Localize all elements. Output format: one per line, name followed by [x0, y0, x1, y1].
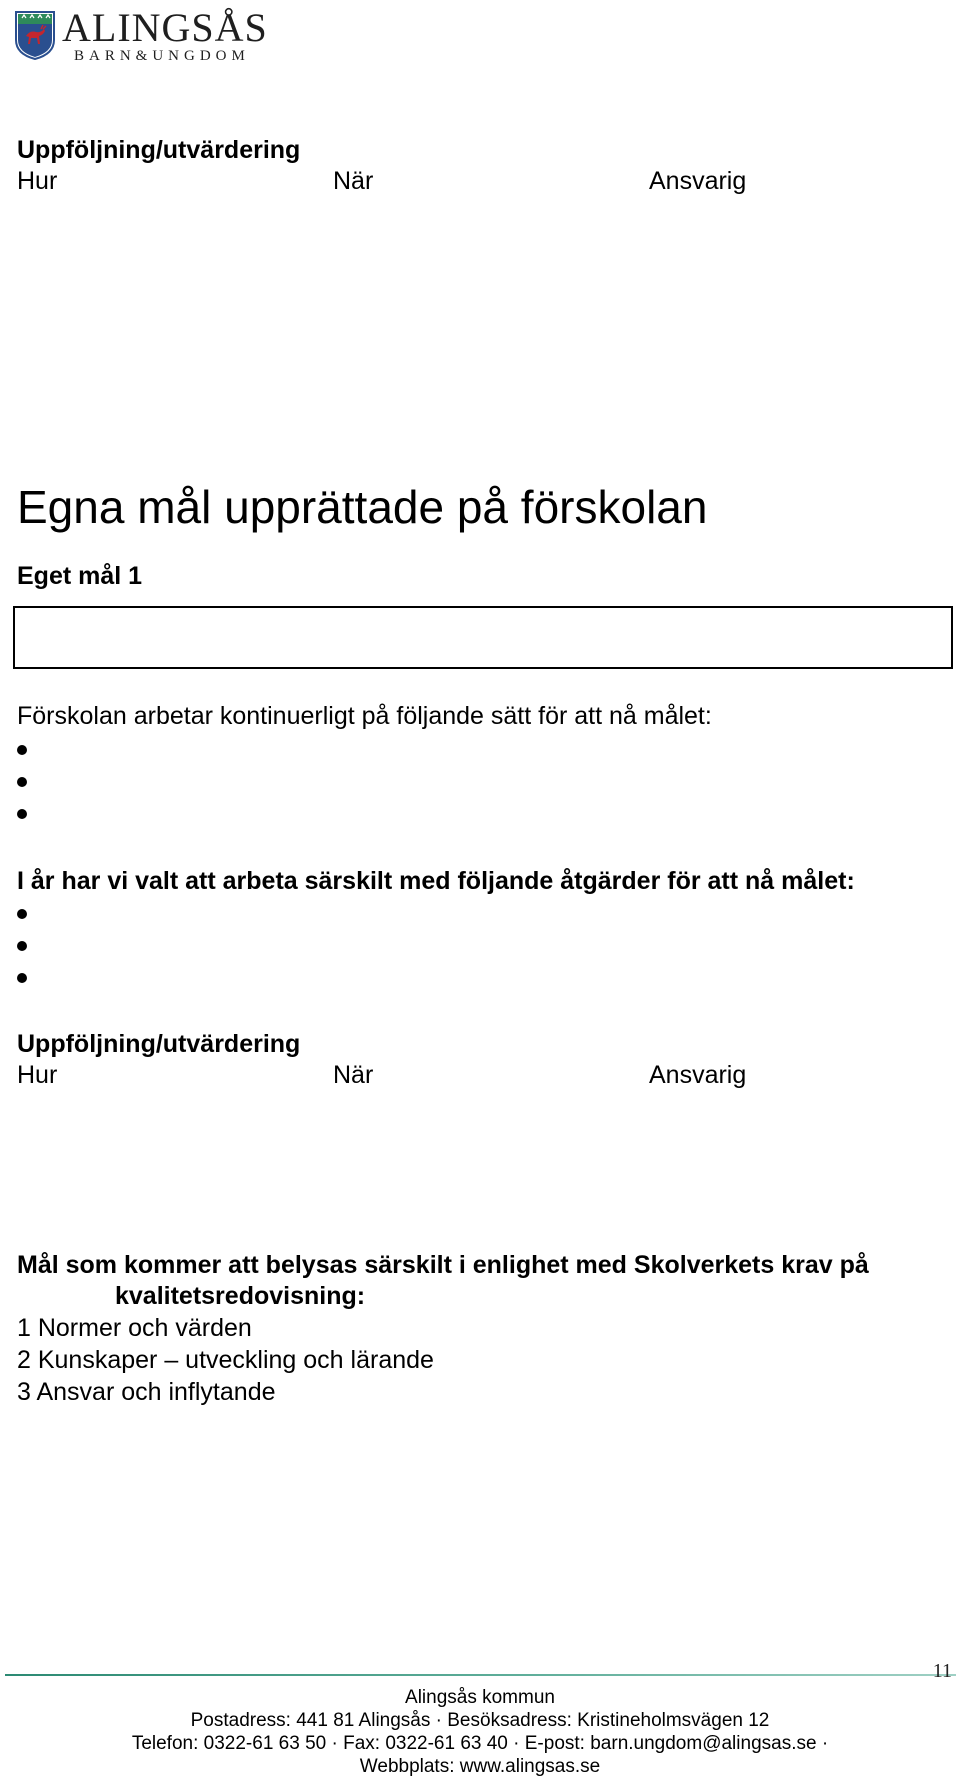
followup-col-how: Hur [17, 1061, 58, 1089]
logo-name: ALINGSÅS [62, 5, 268, 50]
footer-contact: Telefon: 0322-61 63 50 · Fax: 0322-61 63 40 · E-post: barn.ungdom@alingsas.se · [131, 1733, 829, 1754]
followup-col-responsible: Ansvarig [649, 1061, 747, 1089]
bullet-point [17, 909, 27, 919]
logo-subtitle: BARN&UNGDOM [74, 48, 250, 64]
quality-item: 2 Kunskaper – utveckling och lärande [17, 1346, 434, 1374]
footer-org: Alingsås kommun [405, 1687, 555, 1708]
followup-col-how: Hur [17, 167, 58, 195]
followup-col-when: När [333, 167, 374, 195]
section-title: Egna mål upprättade på förskolan [17, 481, 708, 533]
goal-text-box[interactable] [13, 606, 953, 669]
followup-heading: Uppföljning/utvärdering [17, 1030, 301, 1058]
followup-col-responsible: Ansvarig [649, 167, 747, 195]
continuous-intro: Förskolan arbetar kontinuerligt på följande sätt för att nå målet: [17, 702, 712, 730]
quality-item: 3 Ansvar och inflytande [17, 1378, 276, 1406]
followup-heading: Uppföljning/utvärdering [17, 136, 301, 164]
crest-icon [14, 10, 56, 60]
goal-text [15, 608, 951, 636]
followup-col-when: När [333, 1061, 374, 1089]
quality-heading: Mål som kommer att belysas särskilt i enlighet med Skolverkets krav på [17, 1251, 869, 1279]
bullet-point [17, 809, 27, 819]
bullet-point [17, 777, 27, 787]
bullet-point [17, 941, 27, 951]
bullet-point [17, 745, 27, 755]
footer-divider [5, 1674, 956, 1676]
footer-address: Postadress: 441 81 Alingsås · Besöksadress: Kristineholmsvägen 12 [190, 1710, 770, 1731]
quality-heading-cont: kvalitetsredovisning: [115, 1282, 366, 1310]
bullet-point [17, 973, 27, 983]
special-intro: I år har vi valt att arbeta särskilt med följande åtgärder för att nå målet: [17, 867, 855, 895]
goal-heading: Eget mål 1 [17, 562, 143, 590]
page-number: 11 [932, 1660, 952, 1682]
footer-web: Webbplats: www.alingsas.se [359, 1756, 601, 1777]
alingsas-logo [14, 5, 274, 64]
quality-item: 1 Normer och värden [17, 1314, 252, 1342]
